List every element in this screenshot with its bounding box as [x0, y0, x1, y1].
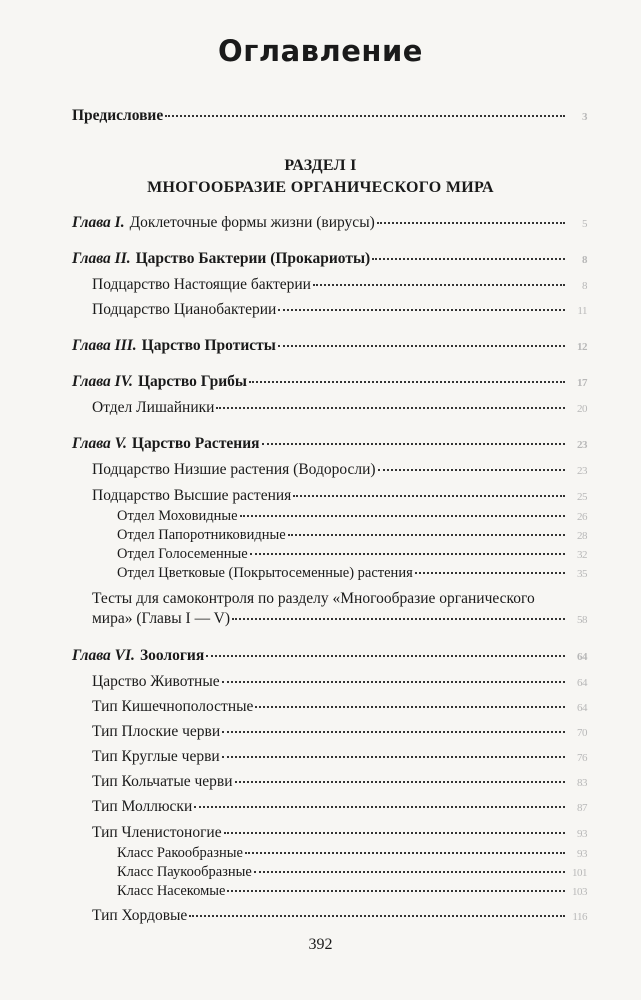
toc-chapter-2[interactable]: Глава II. Царство Бактерии (Прокариоты) 8 [72, 250, 587, 267]
toc-tests-line1[interactable]: Тесты для самоконтроля по разделу «Многообразие органического [92, 590, 535, 607]
toc-entry[interactable]: Подцарство Настоящие бактерии 8 [92, 276, 587, 293]
toc-entry[interactable]: Отдел Голосеменные 32 [117, 546, 587, 562]
toc-entry[interactable]: Отдел Цветковые (Покрытосеменные) растения 35 [117, 565, 587, 581]
toc-entry[interactable]: Отдел Моховидные 26 [117, 508, 587, 524]
toc-entry[interactable]: Царство Животные 64 [92, 673, 587, 690]
toc-chapter-6[interactable]: Глава VI. Зоология 64 [72, 647, 587, 664]
toc-entry[interactable]: Класс Паукообразные 101 [117, 864, 587, 880]
toc-entry[interactable]: Класс Насекомые 103 [117, 883, 587, 899]
toc-entry[interactable]: Тип Кишечнополостные 64 [92, 698, 587, 715]
toc-chapter-4[interactable]: Глава IV. Царство Грибы 17 [72, 373, 587, 390]
toc-entry[interactable]: Отдел Лишайники 20 [92, 399, 587, 416]
toc-entry[interactable]: Тип Круглые черви 76 [92, 748, 587, 765]
toc-chapter-3[interactable]: Глава III. Царство Протисты 12 [72, 337, 587, 354]
toc-entry[interactable]: Тип Моллюски 87 [92, 798, 587, 815]
page-title: Оглавление [218, 34, 423, 68]
section-heading-line1: РАЗДЕЛ I [284, 157, 357, 174]
toc-entry[interactable]: Подцарство Высшие растения 25 [92, 487, 587, 504]
toc-entry[interactable]: Тип Членистоногие 93 [92, 824, 587, 841]
toc-chapter-1[interactable]: Глава I. Доклеточные формы жизни (вирусы) 5 [72, 214, 587, 231]
page-number: 392 [308, 936, 333, 953]
toc-entry[interactable]: Отдел Папоротниковидные 28 [117, 527, 587, 543]
toc-entry[interactable]: Тип Хордовые 116 [92, 907, 587, 924]
toc-preface[interactable]: Предисловие 3 [72, 107, 587, 124]
toc-entry[interactable]: Тип Кольчатые черви 83 [92, 773, 587, 790]
toc-entry[interactable]: Подцарство Низшие растения (Водоросли) 23 [92, 461, 587, 478]
toc-entry[interactable]: Тип Плоские черви 70 [92, 723, 587, 740]
toc-tests-line2[interactable]: мира» (Главы I — V) 58 [92, 610, 587, 627]
section-heading-line2: МНОГООБРАЗИЕ ОРГАНИЧЕСКОГО МИРА [147, 179, 494, 196]
toc-entry[interactable]: Подцарство Цианобактерии 11 [92, 301, 587, 318]
toc-entry[interactable]: Класс Ракообразные 93 [117, 845, 587, 861]
toc-chapter-5[interactable]: Глава V. Царство Растения 23 [72, 435, 587, 452]
